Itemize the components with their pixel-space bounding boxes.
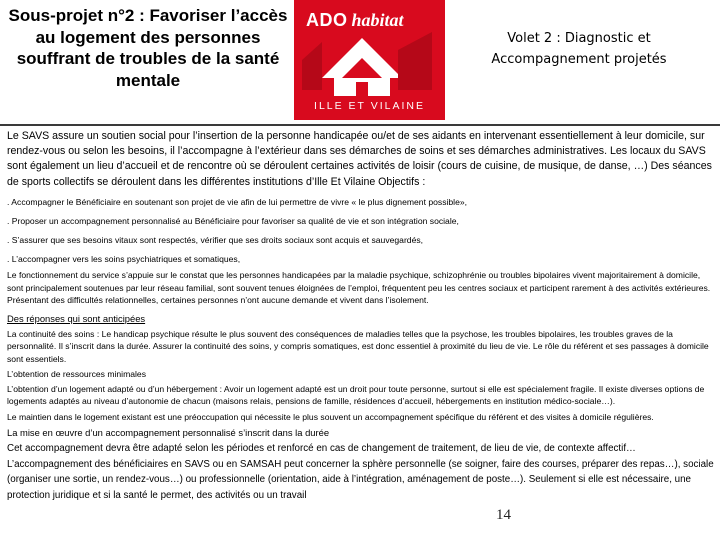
logo-region: ILLE ET VILAINE — [314, 100, 425, 112]
adaptation-paragraph: Cet accompagnement devra être adapté selon les périodes et renforcé en cas de changement de traitement, de lieu de vie, de contexte affectif… L’accompagnement des bénéficiaires en SAVS ou en SAMSAH peut concerner la sphère personnelle (se soigner, faire des courses, préparer des repas…), sociale (organiser une sortie, un rendez-vous…) ou professionnelle (orientation, aide à l’intégration, aménagement de poste…). Seulement si elle est nécessaire, une protection juridique et si la santé le permet, des activités ou un travail — [7, 443, 714, 501]
logement-paragraph: L’obtention d’un logement adapté ou d’un hébergement : Avoir un logement adapté est un droit pour toute personne, surtout si elle est spécialement fragile. Il existe diverses options de logements adaptés au niveau d’autonomie de chacun (maisons relais, pensions de famille, résidences d’accueil, hébergements en institution médico-sociale…). — [7, 384, 705, 407]
fonctionnement-paragraph: Le fonctionnement du service s’appuie sur le constat que les personnes handicapées par la maladie psychique, schizophrénie ou troubles bipolaires vivent majoritairement à domicile, sont principalement soutenues par leur réseau familial, sont souvent tenues éloignées de l’emploi, fréquentent peu les centres sociaux et participent rarement à des activités extérieures. Présentant des difficultés relationnelles, certaines personnes n’ont aucune demande et vivent dans l’isolement. — [7, 269, 711, 306]
logo-wordmark-ado: ADO — [306, 10, 348, 30]
reponses-heading: Des réponses qui sont anticipées — [7, 312, 146, 324]
maintien-paragraph: Le maintien dans le logement existant est une préoccupation qui nécessite le plus souvent un accompagnement spécifique du référent et des visites à domicile régulières. — [7, 411, 654, 422]
ressources-line: L’obtention de ressources minimales — [7, 368, 147, 379]
objective-item: . L’accompagner vers les soins psychiatriques et somatiques, — [7, 253, 241, 264]
objective-item: . S’assurer que ses besoins vitaux sont respectés, vérifier que ses droits sociaux sont acquis et sauvegardés, — [7, 234, 424, 245]
volet-line-1: Volet 2 : Diagnostic et — [507, 31, 651, 46]
intro-paragraph: Le SAVS assure un soutien social pour l’insertion de la personne handicapée ou/et de ses aidants en intervenant essentiellement à leur domicile, sur rendez-vous ou selon les besoins, il l’accompagne à l’extérieur dans ses démarches de soins et ses démarches administratives. Les locaux du SAVS sont également un lieu d’accueil et de rencontre où se déroulent certaines activités de loisir (cours de cuisine, de musique, de danse, …) Des séances de sports collectifs se déroulent dans les différentes institutions d’Ille Et Vilaine Objectifs : — [7, 130, 712, 188]
page-number: 14 — [496, 507, 511, 523]
house-logo-icon — [302, 30, 437, 98]
volet-line-2: Accompagnement projetés — [491, 52, 667, 67]
logo-wordmark — [306, 10, 404, 31]
mise-en-oeuvre-heading: La mise en œuvre d’un accompagnement personnalisé s’inscrit dans la durée — [7, 427, 330, 438]
page-title: Sous-projet n°2 : Favoriser l’accès au logement des personnes souffrant de troubles de la santé mentale — [8, 6, 288, 90]
continuite-paragraph: La continuité des soins : Le handicap psychique résulte le plus souvent des conséquences de maladies telles que la psychose, les troubles bipolaires, les troubles graves de la personnalité. Il s’inscrit dans la durée. Assurer la continuité des soins, y compris somatiques, est donc essentiel à proximité du lieu de vie. Le rôle du référent et ses passages à domicile sont essentiels. — [7, 328, 709, 364]
volet-heading — [452, 28, 706, 70]
main-text — [7, 129, 715, 503]
header-divider — [0, 124, 720, 126]
ado-habitat-logo — [294, 0, 445, 120]
objective-item: . Proposer un accompagnement personnalisé au Bénéficiaire pour favoriser sa qualité de vie et son intégration sociale, — [7, 215, 459, 226]
objective-item: . Accompagner le Bénéficiaire en soutenant son projet de vie afin de lui permettre de vivre « le plus dignement possible», — [7, 196, 468, 207]
logo-wordmark-habitat: habitat — [351, 10, 404, 30]
